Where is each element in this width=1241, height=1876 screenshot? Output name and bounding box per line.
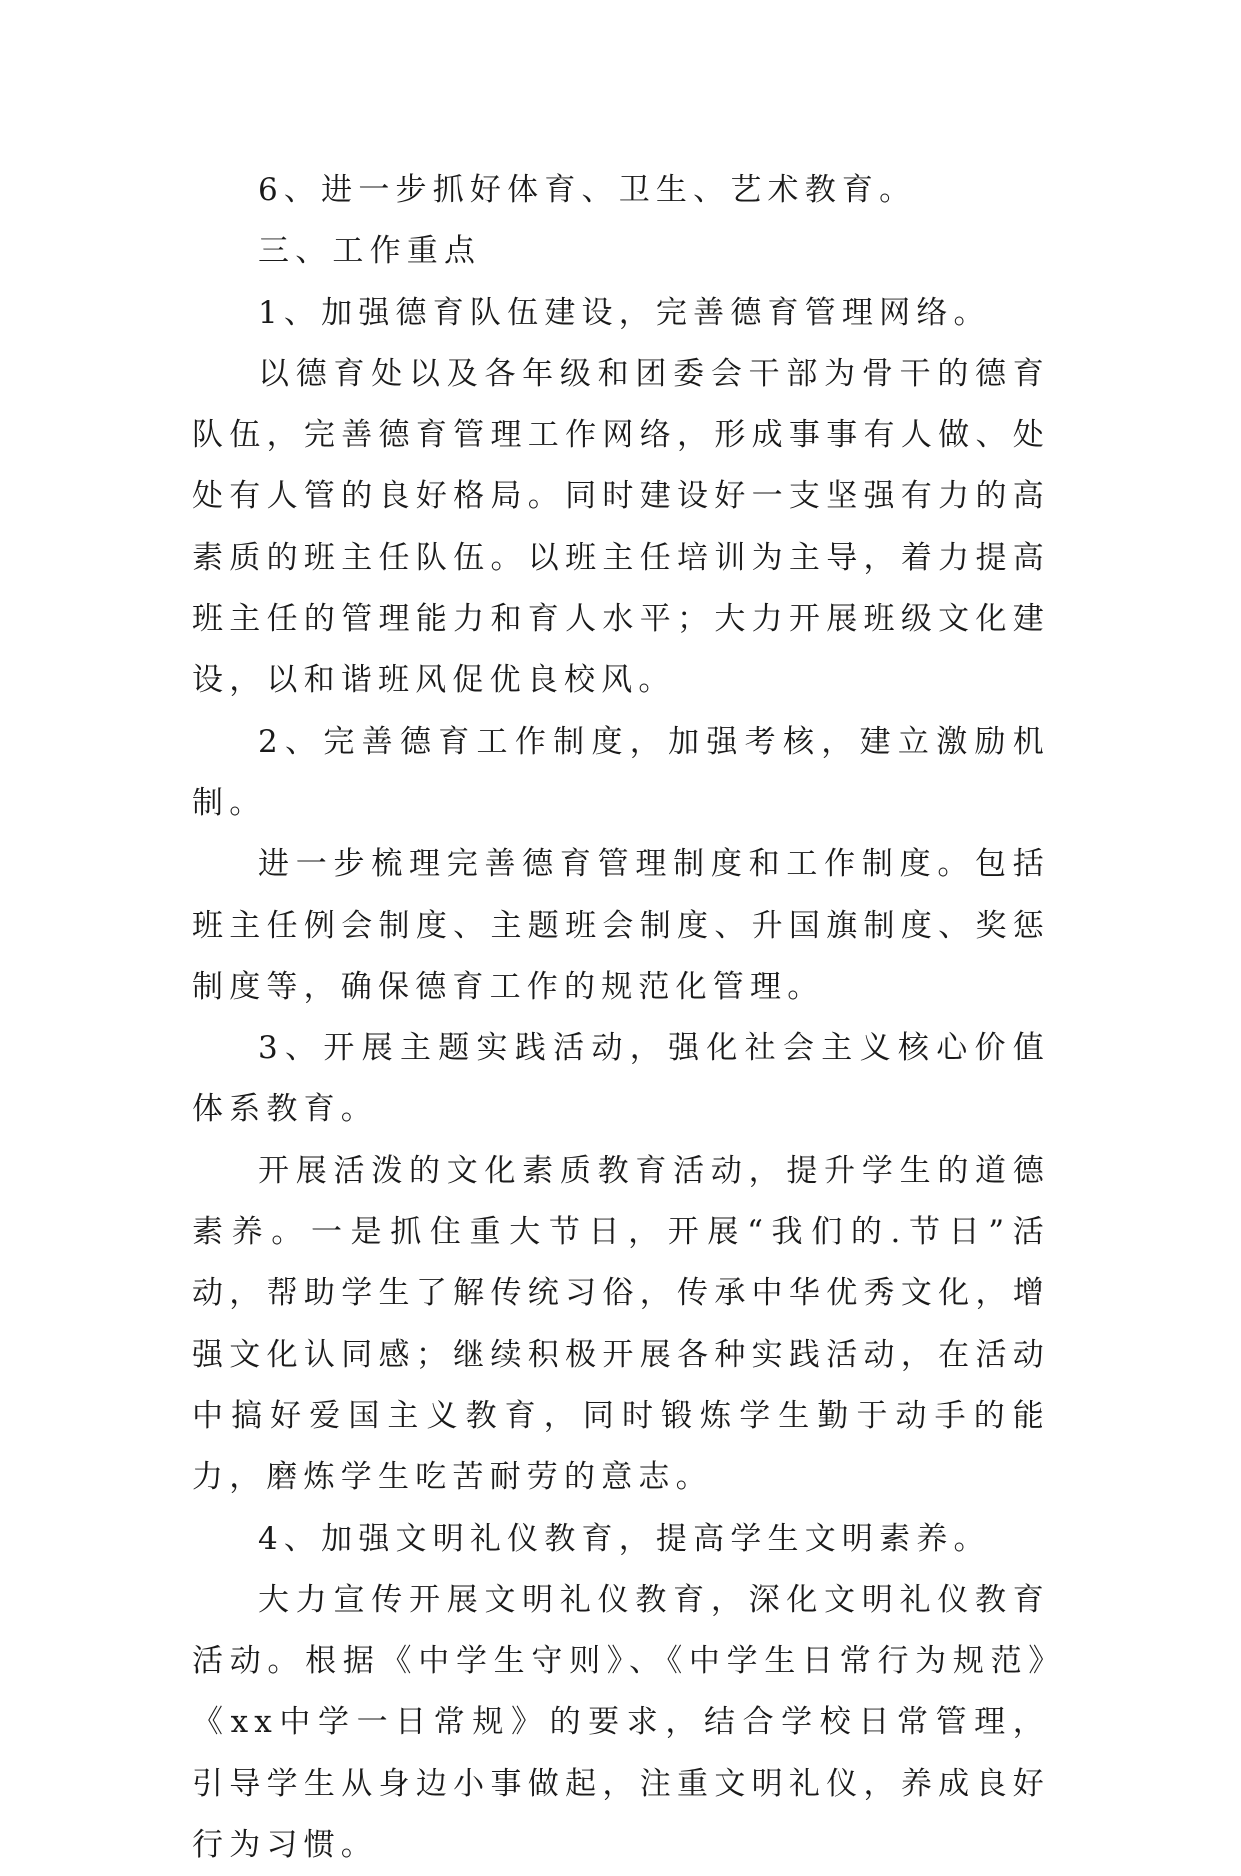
- list-item-6-sports-health-arts: 6、进一步抓好体育、卫生、艺术教育。: [258, 172, 917, 208]
- document-body: [192, 160, 1050, 1876]
- subheading-4-etiquette-education: 4、加强文明礼仪教育，提高学生文明素养。: [258, 1520, 991, 1557]
- subheading-2-work-system: 2、完善德育工作制度，加强考核，建立激励机制。: [192, 723, 1050, 821]
- body-paragraph-etiquette-education: 大力宣传开展文明礼仪教育，深化文明礼仪教育活动。根据《中学生守则》、《中学生日常行为规范》《xx中学一日常规》的要求，结合学校日常管理，引导学生从身边小事做起，注重文明礼仪，养成良好行为习惯。: [192, 1581, 1050, 1864]
- body-paragraph-work-system: 进一步梳理完善德育管理制度和工作制度。包括班主任例会制度、主题班会制度、升国旗制度、奖惩制度等，确保德育工作的规范化管理。: [192, 846, 1050, 1005]
- subheading-3-practice-activities: 3、开展主题实践活动，强化社会主义核心价值体系教育。: [192, 1030, 1050, 1128]
- body-paragraph-moral-team: 以德育处以及各年级和团委会干部为骨干的德育队伍，完善德育管理工作网络，形成事事有人做、处处有人管的良好格局。同时建设好一支坚强有力的高素质的班主任队伍。以班主任培训为主导，着力提高班主任的管理能力和育人水平；大力开展班级文化建设，以和谐班风促优良校风。: [192, 355, 1050, 699]
- section-heading-work-focus: 三、工作重点: [258, 233, 482, 270]
- subheading-1-moral-team: 1、加强德育队伍建设，完善德育管理网络。: [258, 294, 991, 331]
- body-paragraph-practice-activities: 开展活泼的文化素质教育活动，提升学生的道德素养。一是抓住重大节日，开展“我们的.节日”活动，帮助学生了解传统习俗，传承中华优秀文化，增强文化认同感；继续积极开展各种实践活动，在活动中搞好爱国主义教育，同时锻炼学生勤于动手的能力，磨炼学生吃苦耐劳的意志。: [192, 1152, 1050, 1496]
